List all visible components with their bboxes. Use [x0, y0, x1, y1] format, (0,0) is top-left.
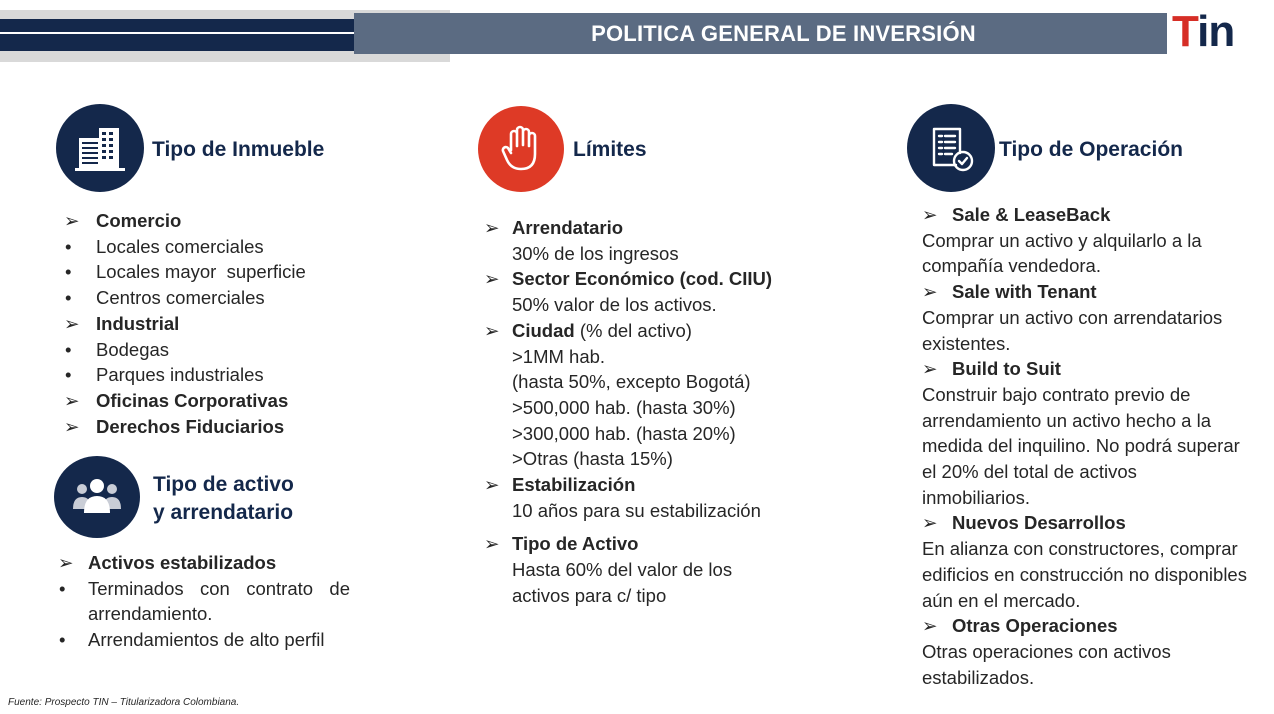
list-item-value: >1MM hab.: [512, 345, 606, 367]
operacion-list: [922, 202, 1262, 690]
hand-stop-icon: [478, 106, 564, 192]
list-item: • Arrendamientos de alto perfil: [59, 629, 325, 651]
list-item-text: Comprar un activo con arrendatarios existentes.: [922, 306, 1223, 354]
list-item: ➢ Comercio: [64, 210, 182, 231]
operacion-title: Tipo de Operación: [999, 138, 1183, 161]
list-item: • Centros comerciales: [65, 287, 265, 309]
inmueble-title: Tipo de Inmueble: [152, 138, 325, 161]
limites-list: [484, 215, 784, 609]
people-icon: [54, 456, 140, 538]
list-item: • Locales mayor superficie: [65, 261, 306, 283]
page-title: POLITICA GENERAL DE INVERSIÓN: [591, 21, 976, 46]
list-item: ➢ Derechos Fiduciarios: [64, 415, 285, 437]
list-item-value: 50% valor de los activos.: [512, 294, 717, 316]
list-item: • Parques industriales: [65, 364, 264, 386]
list-item: • Locales comerciales: [65, 235, 264, 257]
activo-title: Tipo de activo y arrendatario: [153, 473, 294, 524]
list-item: ➢ Estabilización: [484, 474, 636, 496]
list-item-value: 10 años para su estabilización: [512, 499, 761, 521]
list-item-value: >Otras (hasta 15%): [512, 448, 673, 470]
list-item: ➢ Sale with Tenant: [922, 281, 1097, 303]
document-check-icon: [907, 104, 995, 192]
list-item: ➢ Oficinas Corporativas: [64, 389, 289, 411]
list-item-value: Hasta 60% del valor de los activos para c/ tipo: [512, 559, 733, 606]
list-item-text: En alianza con constructores, comprar edificios en construcción no disponibles aún en el mercado.: [922, 538, 1247, 611]
list-item: ➢ Tipo de Activo: [484, 533, 639, 555]
list-item-text: Construir bajo contrato previo de arrendamiento un activo hecho a la medida del inquilino. No podrá superar el 20% del total de activos inmobiliarios.: [922, 383, 1240, 508]
list-item-value: >300,000 hab. (hasta 20%): [512, 422, 736, 444]
list-item: • Terminados con contrato de arrendamiento.: [59, 577, 350, 625]
list-item: ➢ Arrendatario: [484, 217, 624, 238]
list-item: ➢ Industrial: [64, 312, 180, 334]
list-item: ➢ Activos estabilizados: [58, 552, 277, 573]
tin-logo: Tin: [1172, 7, 1235, 56]
list-item-value: >500,000 hab. (hasta 30%): [512, 396, 736, 418]
list-item: ➢ Build to Suit: [922, 358, 1061, 380]
list-item: ➢ Sale & LeaseBack: [922, 204, 1111, 225]
list-item: ➢ Ciudad (% del activo): [484, 319, 692, 341]
source-note: Fuente: Prospecto TIN – Titularizadora Colombiana.: [8, 697, 240, 708]
list-item: • Bodegas: [65, 338, 170, 360]
list-item-value: (hasta 50%, excepto Bogotá): [512, 371, 751, 393]
list-item: ➢ Otras Operaciones: [922, 615, 1118, 637]
list-item-value: 30% de los ingresos: [512, 242, 679, 264]
building-icon: [56, 104, 144, 192]
list-item: ➢ Sector Económico (cod. CIIU): [484, 268, 773, 290]
inmueble-list: [60, 208, 400, 439]
list-item: ➢ Nuevos Desarrollos: [922, 512, 1126, 534]
activo-list: [54, 550, 350, 653]
list-item-text: Comprar un activo y alquilarlo a la compañía vendedora.: [922, 229, 1202, 277]
limites-title: Límites: [573, 138, 647, 161]
list-item-text: Otras operaciones con activos estabilizados.: [922, 640, 1171, 688]
